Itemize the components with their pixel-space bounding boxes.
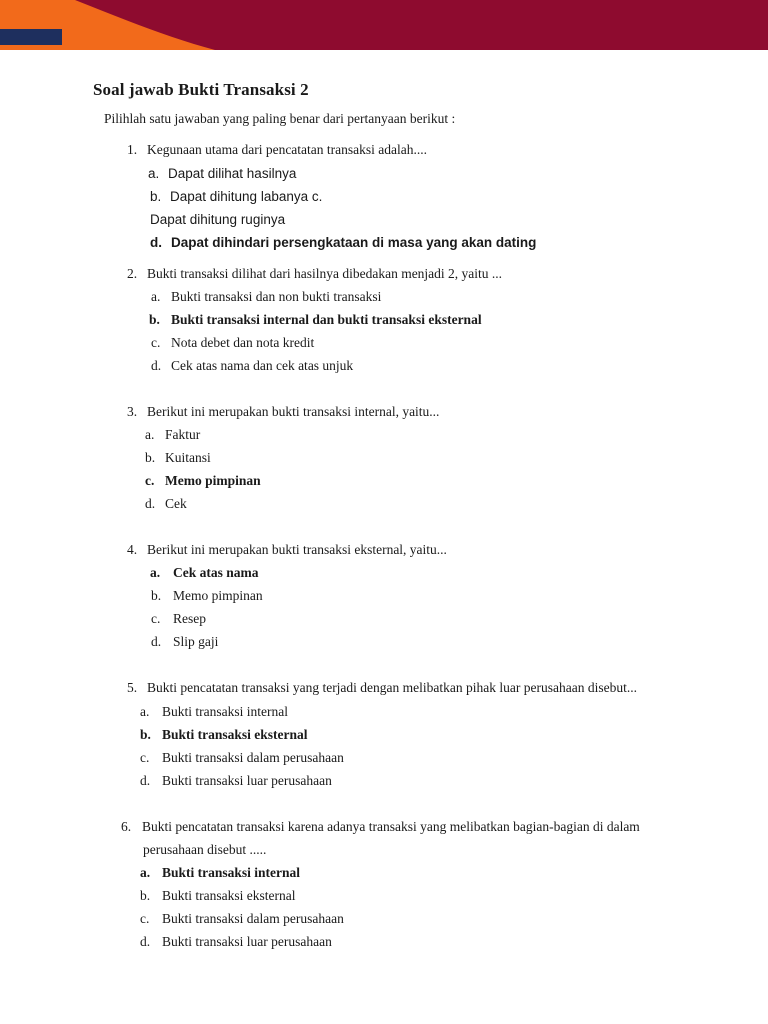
q5-option-c: [140, 750, 344, 766]
item-text: Cek: [165, 496, 187, 511]
question-4: [127, 542, 447, 558]
q2-option-a: [151, 289, 381, 305]
question-3: [127, 404, 439, 420]
q2-option-c: [151, 335, 314, 351]
item-marker: d.: [140, 934, 151, 949]
item-text: Dapat dihitung ruginya: [150, 212, 286, 227]
item-marker: 4.: [127, 542, 138, 557]
q6-option-b: [140, 888, 295, 904]
item-marker: 3.: [127, 404, 138, 419]
q4-option-c: [151, 611, 206, 627]
q1-option-d: [150, 235, 536, 250]
item-marker: d.: [145, 496, 156, 511]
header-decoration: [0, 0, 768, 50]
item-text: Bukti transaksi internal: [162, 704, 288, 719]
q3-option-c: [145, 473, 261, 489]
item-text: Berikut ini merupakan bukti transaksi internal, yaitu...: [147, 404, 440, 419]
q2-option-d: [151, 358, 353, 374]
item-text: Bukti transaksi eksternal: [162, 888, 296, 903]
header-band: [0, 0, 768, 50]
item-text: Dapat dihitung labanya c.: [170, 189, 323, 204]
item-marker: b.: [145, 450, 156, 465]
q2-option-b: [149, 312, 482, 328]
q5-option-b: [140, 727, 308, 743]
item-marker: a.: [140, 865, 151, 880]
item-marker: c.: [140, 750, 150, 765]
item-text: Slip gaji: [173, 634, 219, 649]
q6-option-d: [140, 934, 332, 950]
q6-option-a: [140, 865, 300, 881]
item-text: Memo pimpinan: [173, 588, 263, 603]
item-marker: a.: [148, 166, 160, 181]
question-2: [127, 266, 502, 282]
item-marker: a.: [150, 565, 161, 580]
item-text: Berikut ini merupakan bukti transaksi eksternal, yaitu...: [147, 542, 447, 557]
page-title: Soal jawab Bukti Transaksi 2: [93, 80, 309, 99]
item-marker: 2.: [127, 266, 138, 281]
item-text: perusahaan disebut .....: [143, 842, 267, 857]
item-text: Bukti transaksi dalam perusahaan: [162, 911, 344, 926]
q3-option-b: [145, 450, 211, 466]
item-text: Dapat dihindari persengkataan di masa yang akan dating: [171, 235, 537, 250]
item-text: Resep: [173, 611, 206, 626]
item-text: Bukti transaksi internal: [162, 865, 301, 880]
q4-option-b: [151, 588, 263, 604]
item-text: Bukti transaksi dalam perusahaan: [162, 750, 344, 765]
item-text: Bukti transaksi luar perusahaan: [162, 934, 332, 949]
q4-option-d: [151, 634, 218, 650]
item-marker: a.: [145, 427, 155, 442]
q1-option-b: [150, 189, 322, 204]
item-marker: d.: [151, 358, 162, 373]
instruction-text: Pilihlah satu jawaban yang paling benar dari pertanyaan berikut :: [104, 111, 456, 126]
item-text: Kuitansi: [165, 450, 211, 465]
item-text: Bukti pencatatan transaksi karena adanya transaksi yang melibatkan bagian-bagian di dalam: [142, 819, 640, 834]
item-marker: d.: [150, 235, 162, 250]
item-marker: c.: [140, 911, 150, 926]
q1-option-c: [150, 212, 285, 227]
item-text: Bukti transaksi dilihat dari hasilnya dibedakan menjadi 2, yaitu ...: [147, 266, 503, 281]
item-marker: 6.: [121, 819, 132, 834]
item-text: Bukti transaksi internal dan bukti transaksi eksternal: [171, 312, 482, 327]
question-6: [121, 819, 640, 835]
question-6-continued: [143, 842, 266, 858]
item-marker: b.: [149, 312, 160, 327]
q5-option-a: [140, 704, 288, 720]
item-marker: b.: [140, 727, 151, 742]
item-marker: b.: [151, 588, 162, 603]
item-text: Dapat dilihat hasilnya: [168, 166, 297, 181]
q5-option-d: [140, 773, 332, 789]
question-1: [127, 142, 427, 158]
q6-option-c: [140, 911, 344, 927]
item-marker: d.: [151, 634, 162, 649]
item-marker: 5.: [127, 680, 138, 695]
item-text: Kegunaan utama dari pencatatan transaksi adalah....: [147, 142, 427, 157]
item-text: Cek atas nama: [173, 565, 259, 580]
item-marker: b.: [150, 189, 162, 204]
item-marker: d.: [140, 773, 151, 788]
item-text: Memo pimpinan: [165, 473, 261, 488]
q1-option-a: [148, 166, 296, 181]
item-marker: a.: [140, 704, 150, 719]
q4-option-a: [150, 565, 259, 581]
q3-option-d: [145, 496, 187, 512]
question-5: [127, 680, 637, 696]
item-text: Faktur: [165, 427, 201, 442]
item-text: Cek atas nama dan cek atas unjuk: [171, 358, 354, 373]
header-navy-bar: [0, 29, 62, 45]
item-text: Nota debet dan nota kredit: [171, 335, 315, 350]
item-marker: c.: [151, 335, 161, 350]
item-marker: c.: [145, 473, 155, 488]
item-text: Bukti transaksi dan non bukti transaksi: [171, 289, 382, 304]
item-marker: 1.: [127, 142, 138, 157]
item-marker: c.: [151, 611, 161, 626]
item-marker: a.: [151, 289, 161, 304]
item-text: Bukti transaksi eksternal: [162, 727, 308, 742]
q3-option-a: [145, 427, 200, 443]
item-text: Bukti pencatatan transaksi yang terjadi dengan melibatkan pihak luar perusahaan disebut...: [147, 680, 637, 695]
item-marker: b.: [140, 888, 151, 903]
item-text: Bukti transaksi luar perusahaan: [162, 773, 332, 788]
